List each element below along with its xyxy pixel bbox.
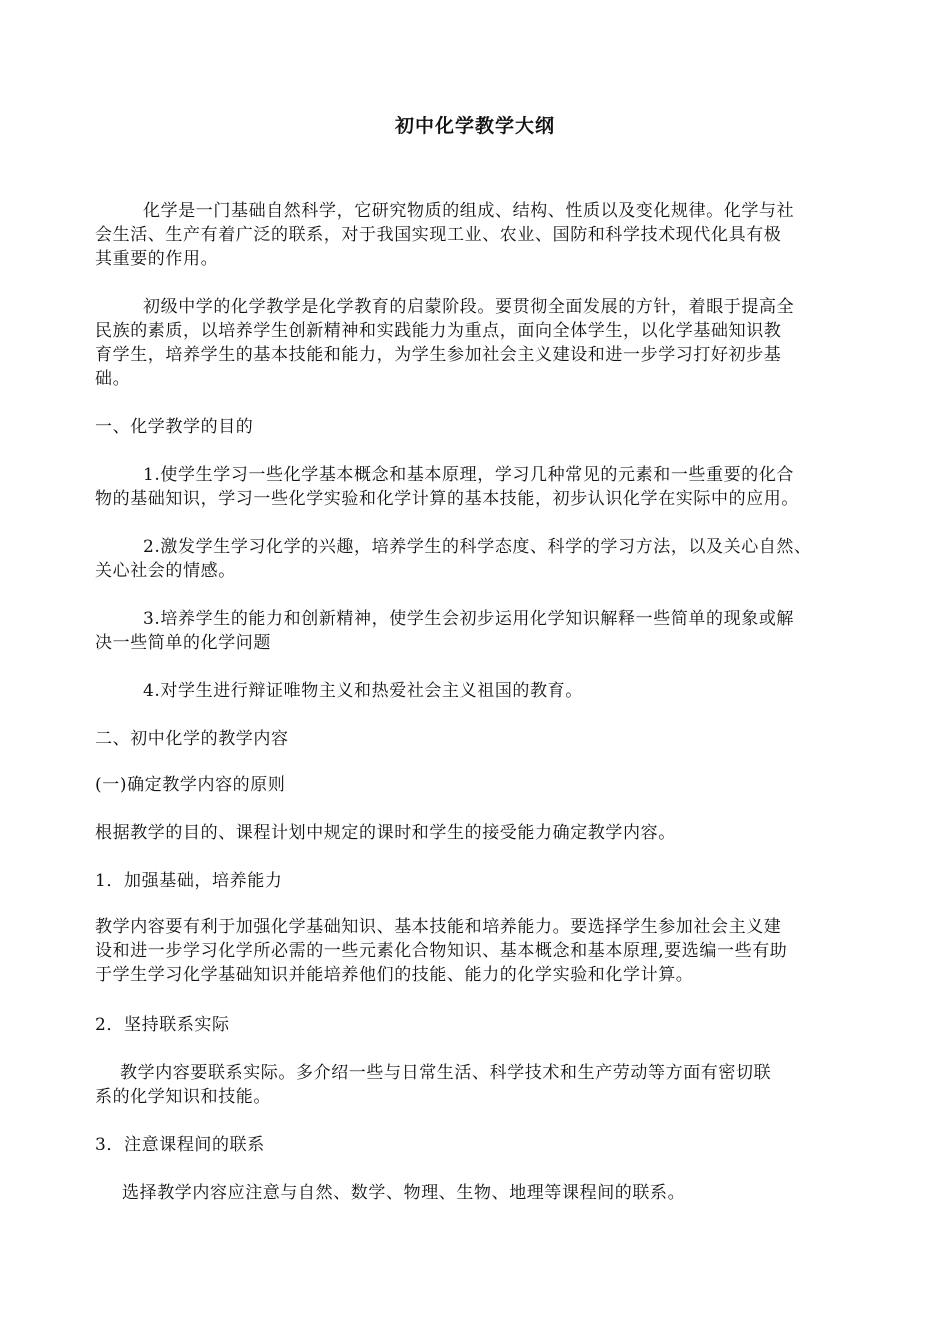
section-heading-content: 二、初中化学的教学内容: [95, 729, 289, 749]
principle-text: 根据教学的目的、课程计划中规定的课时和学生的接受能力确定教学内容。: [95, 823, 676, 843]
intro1-line-1: 化学是一门基础自然科学，它研究物质的组成、结构、性质以及变化规律。化学与社: [143, 201, 795, 221]
aim2-line-1: 2.激发学生学习化学的兴趣，培养学生的科学态度、科学的学习方法，以及关心自然、: [143, 537, 812, 557]
point2-line-1: 教学内容要联系实际。多介绍一些与日常生活、科学技术和生产劳动等方面有密切联: [120, 1063, 772, 1083]
section-heading-aims: 一、化学教学的目的: [95, 417, 254, 437]
intro2-line-1: 初级中学的化学教学是化学教育的启蒙阶段。要贯彻全面发展的方针，着眼于提高全: [143, 297, 795, 317]
aim3-line-2: 决一些简单的化学问题: [95, 633, 271, 653]
point1-line-1: 教学内容要有利于加强化学基础知识、基本技能和培养能力。要选择学生参加社会主义建: [95, 917, 782, 937]
point2-line-2: 系的化学知识和技能。: [95, 1087, 271, 1107]
aim1-line-1: 1.使学生学习一些化学基本概念和基本原理，学习几种常见的元素和一些重要的化合: [143, 465, 795, 485]
point1-line-2: 设和进一步学习化学所必需的一些元素化合物知识、基本概念和基本原理,要选编一些有助: [95, 941, 788, 961]
aim4-line-1: 4.对学生进行辩证唯物主义和热爱社会主义祖国的教育。: [143, 681, 583, 701]
intro1-line-2: 会生活、生产有着广泛的联系，对于我国实现工业、农业、国防和科学技术现代化具有极: [95, 225, 782, 245]
point3-line-1: 选择教学内容应注意与自然、数学、物理、生物、地理等课程间的联系。: [122, 1183, 686, 1203]
subheading-principles: (一)确定教学内容的原则: [95, 775, 286, 795]
aim3-line-1: 3.培养学生的能力和创新精神，使学生会初步运用化学知识解释一些简单的现象或解: [143, 609, 795, 629]
intro2-line-4: 础。: [95, 369, 131, 389]
intro1-line-3: 其重要的作用。: [95, 249, 219, 269]
document-title: 初中化学教学大纲: [394, 115, 555, 137]
aim2-line-2: 关心社会的情感。: [95, 561, 236, 581]
aim1-line-2: 物的基础知识，学习一些化学实验和化学计算的基本技能，初步认识化学在实际中的应用。: [95, 489, 799, 509]
point2-title: 2．坚持联系实际: [95, 1015, 230, 1035]
point1-line-3: 于学生学习化学基础知识并能培养他们的技能、能力的化学实验和化学计算。: [95, 965, 694, 985]
point3-title: 3．注意课程间的联系: [95, 1135, 265, 1155]
point1-title: 1．加强基础，培养能力: [95, 871, 283, 891]
intro2-line-2: 民族的素质，以培养学生创新精神和实践能力为重点，面向全体学生，以化学基础知识教: [95, 321, 782, 341]
intro2-line-3: 育学生，培养学生的基本技能和能力，为学生参加社会主义建设和进一步学习打好初步基: [95, 345, 782, 365]
